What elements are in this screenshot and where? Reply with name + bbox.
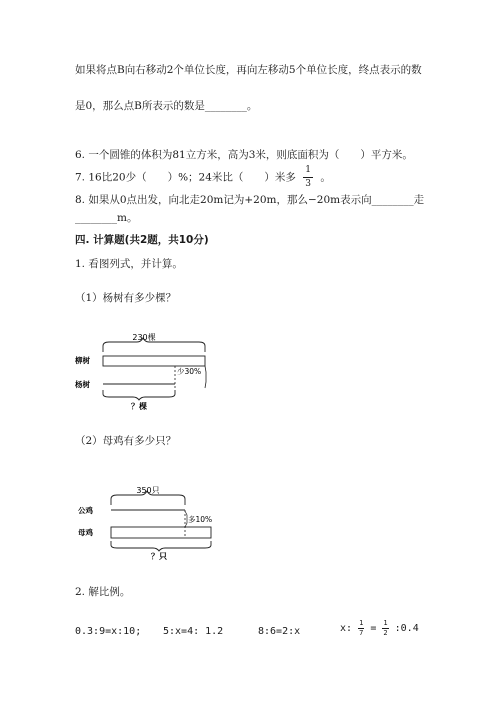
- total-label: 230棵: [132, 333, 156, 342]
- calc-question-2: 2. 解比例。: [75, 586, 131, 598]
- fraction-denominator: 2: [383, 629, 388, 637]
- row-label-rooster: 公鸡: [78, 506, 93, 515]
- row-label-hen: 母鸡: [78, 528, 93, 537]
- willow-bar: [103, 356, 205, 366]
- proportion-2: 5:x=4: 1.2: [163, 626, 224, 637]
- more-label: 多10%: [188, 515, 213, 524]
- proportion-4: [340, 620, 419, 637]
- question-8-line-1: 8. 如果从0点出发，向北走20m记为+20m，那么−20m表示向________走: [75, 194, 425, 206]
- proportion-3: 8:6=2:x: [258, 626, 301, 637]
- row-label-poplar: 杨树: [75, 380, 90, 389]
- total-label: 350只: [136, 486, 160, 495]
- sub-question-1: （1）杨树有多少棵？: [75, 292, 177, 304]
- sub-question-2: （2）母鸡有多少只？: [75, 435, 177, 447]
- fraction-denominator: 3: [305, 179, 311, 189]
- question-brace: [111, 541, 211, 551]
- question-7-text: 7. 16比20少（ ）%；24米比（ ）米多: [75, 171, 296, 184]
- question-8-line-2: ________m。: [75, 212, 138, 224]
- question-7: [75, 166, 331, 189]
- question-brace: [103, 390, 175, 400]
- fraction-numerator: 1: [303, 166, 313, 178]
- willow-poplar-diagram: [75, 330, 245, 412]
- less-label: 少30%: [177, 367, 202, 376]
- fraction-denominator: 7: [359, 629, 364, 637]
- fraction-one-seventh: [358, 620, 364, 637]
- fraction-one-third: [303, 166, 313, 189]
- hen-bar: [111, 527, 211, 538]
- calc-question-1: 1. 看图列式，并计算。: [75, 258, 183, 270]
- question-7-end: 。: [320, 171, 331, 184]
- rooster-hen-diagram: [75, 483, 250, 563]
- section-title: 四. 计算题(共2题，共10分): [75, 234, 209, 246]
- proportion-4-end: :0.4: [394, 623, 419, 634]
- fraction-numerator: 1: [359, 619, 364, 627]
- proportion-4-x: x:: [340, 623, 353, 634]
- question-text-line: 如果将点B向右移动2个单位长度，再向左移动5个单位长度，终点表示的数: [75, 64, 422, 76]
- question-text-line: 是0，那么点B所表示的数是________。: [75, 100, 258, 112]
- difference-brace: [205, 366, 206, 388]
- fraction-numerator: 1: [383, 619, 388, 627]
- proportion-1: 0.3:9=x:10;: [75, 626, 142, 637]
- equals-sign: =: [370, 623, 377, 634]
- row-label-willow: 柳树: [75, 356, 90, 365]
- question-label: ？棵: [131, 402, 147, 411]
- question-6: 6. 一个圆锥的体积为81立方米，高为3米，则底面积为（ ）平方米。: [75, 149, 413, 161]
- fraction-one-half: [382, 620, 388, 637]
- question-label: ？只: [151, 552, 167, 561]
